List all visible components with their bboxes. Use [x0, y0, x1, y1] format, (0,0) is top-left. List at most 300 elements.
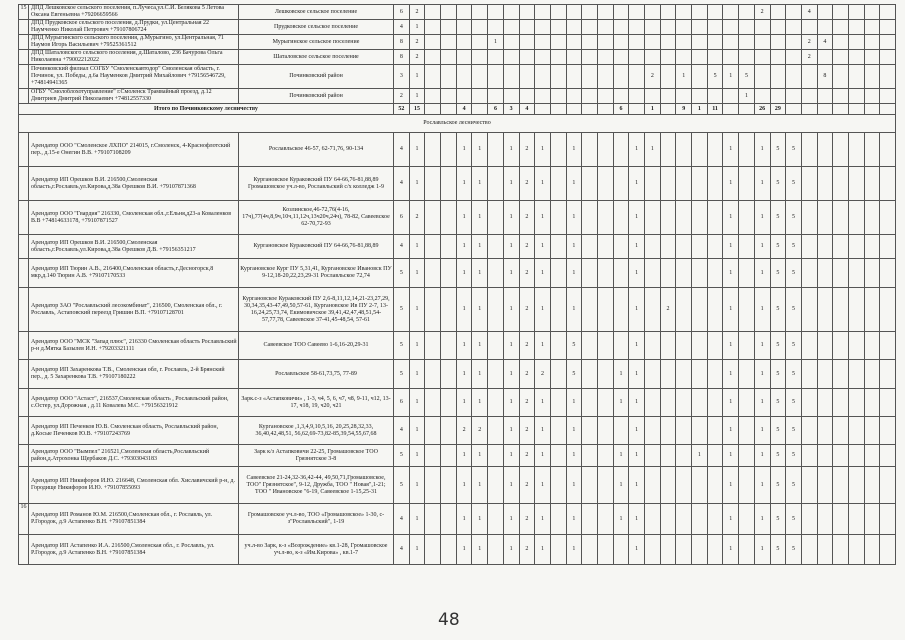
value-cell — [692, 259, 708, 288]
value-cell — [613, 5, 629, 20]
value-cell: 1 — [503, 259, 519, 288]
value-cell: 1 — [503, 445, 519, 467]
value-cell — [503, 35, 519, 50]
value-cell — [817, 201, 833, 235]
value-cell — [425, 167, 441, 201]
value-cell: 1 — [535, 332, 551, 360]
value-cell: 1 — [613, 467, 629, 504]
value-cell — [660, 332, 676, 360]
value-cell: 8 — [817, 65, 833, 89]
value-cell — [880, 65, 896, 89]
value-cell: 1 — [503, 360, 519, 389]
value-cell — [629, 35, 645, 50]
value-cell: 1 — [566, 445, 582, 467]
value-cell — [613, 535, 629, 565]
organization-cell: Арендатор ИП Орешков В.И. 216500,Смоленская область,г.Рославль,ул.Кирова,д.38а Орешков Д.В. +79156351217 — [29, 235, 239, 259]
value-cell: 1 — [535, 467, 551, 504]
value-cell: 1 — [566, 133, 582, 167]
value-cell: 1 — [629, 259, 645, 288]
value-cell: 2 — [801, 50, 817, 65]
value-cell: 4 — [394, 235, 410, 259]
value-cell: 1 — [472, 288, 488, 332]
value-cell — [739, 5, 755, 20]
value-cell — [707, 332, 723, 360]
value-cell — [707, 235, 723, 259]
value-cell: 5 — [770, 417, 786, 445]
value-cell — [441, 389, 457, 417]
value-cell: 1 — [566, 467, 582, 504]
value-cell — [613, 133, 629, 167]
total-value-cell: 4 — [519, 104, 535, 115]
value-cell — [864, 504, 880, 535]
value-cell: 1 — [754, 201, 770, 235]
value-cell: 1 — [409, 89, 425, 104]
value-cell — [880, 167, 896, 201]
total-value-cell — [566, 104, 582, 115]
value-cell — [488, 201, 504, 235]
value-cell — [692, 65, 708, 89]
value-cell — [801, 133, 817, 167]
value-cell — [660, 35, 676, 50]
value-cell — [597, 360, 613, 389]
total-value-cell — [848, 104, 864, 115]
value-cell: 1 — [754, 467, 770, 504]
value-cell: 1 — [503, 332, 519, 360]
value-cell: 5 — [786, 235, 802, 259]
total-value-cell — [817, 104, 833, 115]
value-cell: 1 — [613, 445, 629, 467]
value-cell — [441, 360, 457, 389]
value-cell — [833, 201, 849, 235]
value-cell — [801, 288, 817, 332]
row-number — [19, 133, 29, 167]
value-cell — [645, 167, 661, 201]
value-cell — [848, 133, 864, 167]
value-cell — [817, 360, 833, 389]
value-cell: 1 — [566, 389, 582, 417]
value-cell — [676, 50, 692, 65]
value-cell — [739, 332, 755, 360]
value-cell — [441, 35, 457, 50]
value-cell — [864, 5, 880, 20]
location-cell: Мурыгинское сельское поселение — [239, 35, 394, 50]
value-cell — [754, 65, 770, 89]
value-cell: 1 — [409, 417, 425, 445]
value-cell — [582, 259, 598, 288]
value-cell: 1 — [754, 288, 770, 332]
value-cell — [488, 467, 504, 504]
value-cell — [676, 332, 692, 360]
total-value-cell: 26 — [754, 104, 770, 115]
total-value-cell — [550, 104, 566, 115]
value-cell: 1 — [535, 235, 551, 259]
value-cell — [660, 5, 676, 20]
value-cell — [488, 288, 504, 332]
value-cell — [613, 288, 629, 332]
value-cell — [550, 467, 566, 504]
value-cell — [519, 5, 535, 20]
table-row — [19, 133, 896, 167]
value-cell: 5 — [566, 332, 582, 360]
value-cell — [817, 50, 833, 65]
value-cell — [676, 504, 692, 535]
value-cell — [692, 535, 708, 565]
value-cell: 1 — [456, 467, 472, 504]
value-cell — [707, 445, 723, 467]
value-cell: 1 — [456, 133, 472, 167]
value-cell — [707, 50, 723, 65]
value-cell — [550, 50, 566, 65]
value-cell — [864, 445, 880, 467]
value-cell: 1 — [754, 235, 770, 259]
organization-cell: Арендатор ИП Орешков В.И. 216500,Смоленская область,г.Рославль,ул.Кирова,д.38а Орешков В.И. +79107871368 — [29, 167, 239, 201]
value-cell: 1 — [409, 445, 425, 467]
value-cell: 1 — [629, 201, 645, 235]
value-cell — [739, 504, 755, 535]
value-cell — [833, 360, 849, 389]
value-cell — [535, 89, 551, 104]
value-cell — [660, 65, 676, 89]
value-cell — [425, 50, 441, 65]
value-cell — [817, 20, 833, 35]
value-cell — [707, 5, 723, 20]
value-cell — [770, 35, 786, 50]
value-cell: 1 — [723, 235, 739, 259]
value-cell: 2 — [409, 35, 425, 50]
value-cell: 1 — [535, 167, 551, 201]
value-cell — [864, 89, 880, 104]
value-cell — [645, 5, 661, 20]
organization-cell: Арендатор ИП Захаренкова Т.В., Смоленская обл, г. Рославль, 2-й Брянский пер., д. 5 Захаренкова Т.В. +79107180222 — [29, 360, 239, 389]
value-cell — [848, 5, 864, 20]
total-value-cell — [723, 104, 739, 115]
value-cell — [817, 235, 833, 259]
value-cell: 4 — [394, 133, 410, 167]
value-cell — [817, 288, 833, 332]
table-row — [19, 417, 896, 445]
value-cell — [550, 504, 566, 535]
value-cell: 5 — [786, 389, 802, 417]
value-cell: 2 — [472, 417, 488, 445]
table-row — [19, 504, 896, 535]
value-cell — [550, 389, 566, 417]
value-cell: 1 — [754, 259, 770, 288]
total-value-cell: 15 — [409, 104, 425, 115]
value-cell — [848, 35, 864, 50]
value-cell — [833, 5, 849, 20]
table-row — [19, 389, 896, 417]
value-cell — [692, 360, 708, 389]
value-cell: 1 — [754, 504, 770, 535]
value-cell — [425, 20, 441, 35]
value-cell — [848, 467, 864, 504]
value-cell: 1 — [613, 360, 629, 389]
value-cell: 5 — [770, 259, 786, 288]
value-cell — [472, 89, 488, 104]
value-cell: 1 — [566, 201, 582, 235]
location-cell: Починковский район — [239, 65, 394, 89]
value-cell — [488, 535, 504, 565]
value-cell: 4 — [394, 417, 410, 445]
value-cell — [613, 235, 629, 259]
value-cell — [582, 504, 598, 535]
data-table — [18, 4, 896, 565]
value-cell: 1 — [472, 389, 488, 417]
value-cell — [566, 20, 582, 35]
value-cell: 1 — [503, 288, 519, 332]
value-cell — [613, 20, 629, 35]
value-cell — [739, 360, 755, 389]
value-cell: 1 — [472, 332, 488, 360]
value-cell — [613, 50, 629, 65]
value-cell: 1 — [409, 235, 425, 259]
value-cell — [582, 50, 598, 65]
value-cell: 1 — [409, 288, 425, 332]
value-cell — [645, 50, 661, 65]
value-cell — [582, 467, 598, 504]
value-cell — [848, 235, 864, 259]
value-cell: 2 — [754, 5, 770, 20]
value-cell: 1 — [629, 332, 645, 360]
value-cell — [848, 332, 864, 360]
value-cell — [676, 259, 692, 288]
total-value-cell — [880, 104, 896, 115]
value-cell — [488, 445, 504, 467]
value-cell: 1 — [456, 332, 472, 360]
row-number — [19, 467, 29, 504]
value-cell — [597, 65, 613, 89]
value-cell: 1 — [754, 360, 770, 389]
value-cell: 1 — [629, 235, 645, 259]
value-cell — [848, 259, 864, 288]
value-cell — [707, 360, 723, 389]
row-number — [19, 20, 29, 35]
value-cell: 1 — [566, 535, 582, 565]
value-cell — [629, 5, 645, 20]
value-cell — [488, 235, 504, 259]
value-cell — [550, 235, 566, 259]
value-cell: 5 — [770, 389, 786, 417]
value-cell: 1 — [503, 235, 519, 259]
organization-cell: ДПД Мурыгинского сельского поселения, д.Мурыгино, ул.Центральная, 71 Наумов Игорь Васильевич +79525361512 — [29, 35, 239, 50]
row-number — [19, 259, 29, 288]
value-cell — [723, 89, 739, 104]
value-cell: 5 — [770, 288, 786, 332]
value-cell — [597, 467, 613, 504]
total-value-cell — [425, 104, 441, 115]
value-cell — [425, 5, 441, 20]
value-cell — [676, 5, 692, 20]
value-cell — [880, 20, 896, 35]
value-cell — [676, 167, 692, 201]
value-cell — [425, 535, 441, 565]
value-cell — [833, 389, 849, 417]
value-cell — [629, 20, 645, 35]
value-cell: 5 — [770, 133, 786, 167]
value-cell — [613, 259, 629, 288]
value-cell — [676, 360, 692, 389]
value-cell — [550, 20, 566, 35]
value-cell — [660, 89, 676, 104]
organization-cell: ДПД Шаталовского сельского поселения, д.Шаталово, 236 Бачурова Ольга Николаевна +79002212022 — [29, 50, 239, 65]
location-cell: Козлинское,46-72,76(4-16, 17ч),77(4ч,8,9ч,10ч,11,12ч,13ч20ч,24ч), 78-82, Савеевское 62-70,72-93 — [239, 201, 394, 235]
value-cell — [645, 20, 661, 35]
value-cell — [488, 504, 504, 535]
value-cell — [880, 201, 896, 235]
value-cell — [801, 360, 817, 389]
value-cell — [613, 332, 629, 360]
value-cell — [880, 35, 896, 50]
value-cell: 1 — [535, 504, 551, 535]
total-value-cell — [597, 104, 613, 115]
location-cell: Кургановское Кург ПУ 5,31,41, Кургановское Ивановск ПУ 9-12,18-20,22,23,29-31 Рославльское 72,74 — [239, 259, 394, 288]
value-cell: 5 — [786, 445, 802, 467]
value-cell: 2 — [519, 445, 535, 467]
value-cell: 1 — [629, 417, 645, 445]
value-cell — [550, 332, 566, 360]
table-row — [19, 360, 896, 389]
value-cell: 2 — [535, 360, 551, 389]
value-cell: 5 — [786, 332, 802, 360]
value-cell — [613, 35, 629, 50]
value-cell — [441, 417, 457, 445]
total-value-cell — [739, 104, 755, 115]
value-cell: 1 — [456, 535, 472, 565]
value-cell: 1 — [629, 504, 645, 535]
value-cell — [441, 504, 457, 535]
value-cell — [786, 20, 802, 35]
organization-cell: Арендатор ООО "МСК "Запад плюс", 216330 Смоленская область Рославльский р-н д.Мятка Базылев И.Н. +79203321111 — [29, 332, 239, 360]
total-value-cell: 1 — [645, 104, 661, 115]
value-cell — [597, 445, 613, 467]
value-cell — [488, 89, 504, 104]
value-cell — [833, 65, 849, 89]
value-cell — [582, 167, 598, 201]
value-cell: 2 — [409, 5, 425, 20]
value-cell: 1 — [566, 167, 582, 201]
value-cell — [597, 133, 613, 167]
value-cell — [707, 20, 723, 35]
location-cell: Кургановское Кураковский ПУ 2,6-8,11,12,14,21-23,27,29, 30,34,35,43-47,49,50,57-61, Кургановское Ив ПУ 2-7, 13-16,24,25,73,74, Екимовичское 39,41,42,47,48,51,54-57,77,78, Савеевское 37-41,45-48,54, 57-61 — [239, 288, 394, 332]
value-cell: 2 — [519, 133, 535, 167]
value-cell — [550, 360, 566, 389]
value-cell — [582, 417, 598, 445]
value-cell: 3 — [394, 65, 410, 89]
value-cell: 1 — [503, 417, 519, 445]
row-number — [19, 201, 29, 235]
location-cell: Савеевское ТОО Савеево 1-6,16-20,29-31 — [239, 332, 394, 360]
value-cell — [660, 504, 676, 535]
organization-cell: ДПД Прудковское сельского поселения, д.Прудки, ул.Центральная 22 Наумченко Николай Петрович +79107806724 — [29, 20, 239, 35]
page-number: 48 — [438, 610, 460, 630]
value-cell: 5 — [770, 504, 786, 535]
value-cell — [660, 467, 676, 504]
value-cell — [425, 89, 441, 104]
value-cell — [801, 389, 817, 417]
value-cell — [817, 417, 833, 445]
value-cell: 2 — [645, 65, 661, 89]
value-cell — [676, 235, 692, 259]
value-cell — [425, 360, 441, 389]
value-cell — [425, 389, 441, 417]
value-cell — [739, 535, 755, 565]
total-value-cell: 9 — [676, 104, 692, 115]
value-cell: 1 — [456, 445, 472, 467]
value-cell — [864, 20, 880, 35]
value-cell: 1 — [472, 259, 488, 288]
value-cell: 2 — [519, 535, 535, 565]
value-cell — [707, 417, 723, 445]
value-cell: 1 — [754, 417, 770, 445]
value-cell: 5 — [394, 332, 410, 360]
value-cell — [645, 201, 661, 235]
value-cell — [519, 89, 535, 104]
value-cell — [880, 467, 896, 504]
value-cell: 5 — [707, 65, 723, 89]
value-cell — [848, 504, 864, 535]
value-cell — [864, 467, 880, 504]
value-cell — [801, 535, 817, 565]
value-cell: 2 — [519, 467, 535, 504]
value-cell: 1 — [409, 65, 425, 89]
value-cell: 4 — [801, 5, 817, 20]
table-row — [19, 259, 896, 288]
value-cell — [676, 417, 692, 445]
value-cell — [488, 5, 504, 20]
value-cell — [864, 360, 880, 389]
value-cell: 1 — [739, 89, 755, 104]
value-cell — [425, 417, 441, 445]
value-cell — [676, 467, 692, 504]
value-cell — [582, 535, 598, 565]
value-cell — [739, 201, 755, 235]
location-cell: Починковский район — [239, 89, 394, 104]
value-cell: 1 — [503, 167, 519, 201]
value-cell — [535, 5, 551, 20]
value-cell: 1 — [472, 445, 488, 467]
value-cell: 1 — [629, 445, 645, 467]
row-number — [19, 360, 29, 389]
value-cell: 1 — [456, 167, 472, 201]
value-cell: 5 — [770, 235, 786, 259]
value-cell: 1 — [472, 133, 488, 167]
value-cell: 2 — [519, 417, 535, 445]
total-value-cell: 29 — [770, 104, 786, 115]
total-value-cell: 4 — [456, 104, 472, 115]
total-value-cell: 6 — [613, 104, 629, 115]
value-cell: 5 — [786, 417, 802, 445]
value-cell: 5 — [786, 535, 802, 565]
value-cell — [503, 50, 519, 65]
value-cell: 1 — [409, 504, 425, 535]
value-cell — [692, 332, 708, 360]
value-cell — [880, 259, 896, 288]
value-cell — [692, 20, 708, 35]
value-cell — [801, 65, 817, 89]
value-cell: 5 — [786, 467, 802, 504]
value-cell — [817, 89, 833, 104]
value-cell — [472, 5, 488, 20]
value-cell — [441, 235, 457, 259]
value-cell: 1 — [409, 389, 425, 417]
value-cell — [566, 35, 582, 50]
value-cell — [660, 201, 676, 235]
value-cell: 1 — [723, 201, 739, 235]
value-cell — [692, 288, 708, 332]
value-cell: 1 — [754, 445, 770, 467]
value-cell — [817, 467, 833, 504]
value-cell — [739, 467, 755, 504]
